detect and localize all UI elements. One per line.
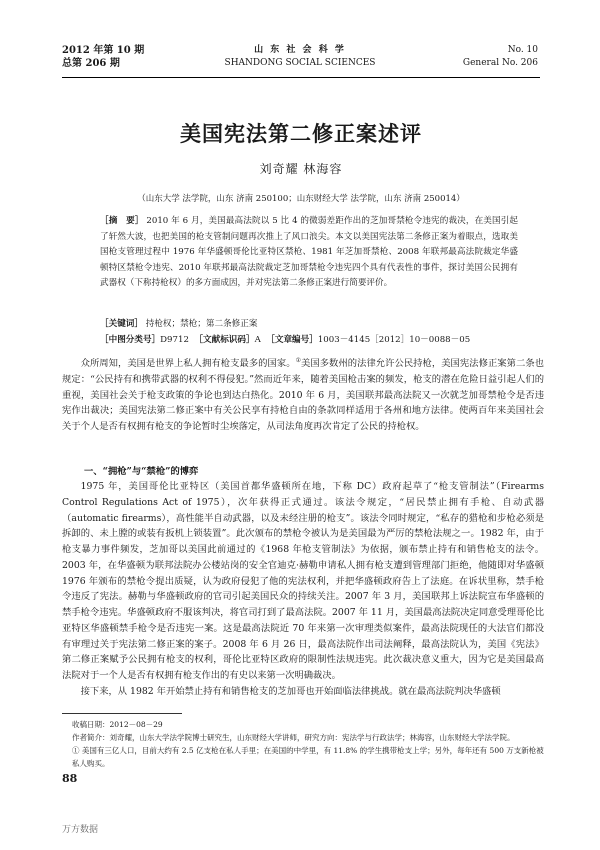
footnote-ref-1: ①	[295, 357, 302, 364]
footnote-received: 收稿日期：2012－08－29	[72, 720, 163, 729]
keywords: 持枪权；禁枪；第二条修正案	[145, 319, 258, 329]
section-body	[62, 479, 544, 700]
affiliation: （山东大学 法学院，山东 济南 250100；山东财经大学 法学院，山东 济南 250014）	[137, 194, 465, 204]
abstract	[100, 214, 518, 292]
footnote-rule	[62, 713, 182, 714]
journal-name-cn: 山 东 社 会 科 学	[254, 45, 346, 55]
doccode: A	[254, 335, 261, 345]
keywords-label: ［关键词］	[100, 319, 143, 329]
issue-en: No. 10	[507, 45, 538, 55]
journal-name-en: SHANDONG SOCIAL SCIENCES	[224, 58, 376, 68]
body-paragraph: 接下来，从 1982 年开始禁止持有和销售枪支的芝加哥也开始面临法律挑战。就在最高法院判决华盛顿	[80, 685, 501, 697]
header-center	[200, 44, 400, 70]
header-right	[463, 44, 538, 70]
articleno-label: ［文章编号］	[266, 335, 318, 345]
classification-code: D9712	[160, 335, 189, 345]
doccode-label: ［文献标识码］	[194, 335, 255, 345]
abstract-text: 2010 年 6 月，美国最高法院以 5 比 4 的微弱差距作出的芝加哥禁枪令违宪的裁决，在美国引起了轩然大波，也把美国的枪支管制问题再次推上了风口浪尖。本文以美国宪法第二条修正案为着眼点，选取美国枪支管理过程中 1976 年华盛顿哥伦比亚特区禁枪、1981 年芝加哥禁枪、2008 年联邦最高法院裁定华盛顿特区禁枪令违宪、2010 年联邦最高法院裁定芝加哥禁枪令违宪四个具有代表性的事件，探讨美国公民拥有武器权（下称持枪权）的多方面成因，并对宪法第二条修正案进行简要评价。	[100, 216, 518, 289]
keywords-line	[100, 316, 518, 332]
intro-paragraph	[62, 353, 544, 435]
classification-label: ［中图分类号］	[100, 335, 161, 345]
intro-section	[62, 353, 544, 435]
article-number: 1003－4145［2012］10－0088－05	[317, 335, 471, 345]
total-issue-en: General No. 206	[462, 58, 538, 68]
footnote-1: ① 美国有三亿人口，目前大约有 2.5 亿支枪在私人手里；在美国的中学里，有 11.8% 的学生携带枪支上学；另外，每年还有 500 万支新枪被私人购买。	[72, 746, 544, 768]
header-left	[62, 44, 144, 70]
authors: 刘奇耀 林海容	[259, 162, 343, 176]
article-title: 美国宪法第二修正案述评	[180, 121, 422, 146]
header-rule	[62, 77, 540, 78]
footnote-author-info: 作者简介：刘奇耀，山东大学法学院博士研究生，山东财经大学讲师，研究方向：宪法学与行政法学；林海容，山东财经大学法学院。	[72, 733, 515, 742]
classification-line	[100, 332, 518, 348]
total-issue-cn: 总第 206 期	[62, 58, 120, 69]
page-number: 88	[62, 772, 78, 785]
body-paragraph: 1975 年，美国哥伦比亚特区（美国首都华盛顿所在地，下称 DC）政府起草了“枪支管制法”（Firearms Control Regulations Act of 1975），次年获得正式通过。该法令规定，“居民禁止拥有手枪、自动武器（automatic firearms），高性能半自动武器，以及未经注册的枪支”。该法令同时规定，“私存的猎枪和步枪必须是拆卸的、未上膛的或装有扳机上锁装置”。此次颁布的禁枪令被认为是美国最为严厉的禁枪法规之一。1982 年，由于枪支暴力事件频发，芝加哥以美国此前通过的《1968 年枪支管制法》为依据，颁布禁止持有和销售枪支的法令。2003 年，在华盛顿为联邦法院办公楼站岗的安全官迪克·赫勒申请私人拥有枪支遭到管理部门拒绝，他随即对华盛顿 1976 年颁布的禁枪令提出质疑，认为政府侵犯了他的宪法权利，并把华盛顿政府告上了法庭。在诉状里称，禁手枪令违反了宪法。赫勒与华盛顿政府的官司引起美国民众的持续关注。2007 年 3 月，美国联邦上诉法院宣布华盛顿的禁手枪令违宪。华盛顿政府不服该判决，将官司打到了最高法院。2007 年 11 月，美国最高法院决定同意受理哥伦比亚特区华盛顿禁手枪令是否违宪一案。这是最高法院近 70 年来第一次审理类似案件，最高法院现任的大法官们都没有审理过关于宪法第二修正案的案子。2008 年 6 月 26 日，最高法院作出司法阐释，最高法院认为，美国《宪法》第二修正案赋予公民拥有枪支的权利，哥伦比亚特区政府的限制性法规违宪。此次裁决意义重大，因为它是美国最高法院对于一个人是否有权拥有枪支作出的有史以来第一次明确裁决。	[62, 481, 544, 681]
abstract-label: ［摘 要］	[100, 216, 144, 226]
intro-text-b: 美国多数州的法律允许公民持枪，美国宪法修正案第二条也规定：“公民持有和携带武器的权利不得侵犯。”然而近年来，随着美国枪击案的频发，枪支的潜在危险日益引起人们的重视，美国社会关于枪支政策的争论也到达白热化。2010 年 6 月，美国联邦最高法院又一次就芝加哥禁枪令是否违宪作出裁决；美国宪法第二修正案中有关公民享有持枪自由的条款同样适用于各州和地方法律。使两百年来美国社会关于个人是否有权拥有枪支的争论暂时尘埃落定，从司法角度再次肯定了公民的持枪权。	[62, 358, 544, 433]
intro-text-a: 众所周知，美国是世界上私人拥有枪支最多的国家。	[80, 358, 296, 370]
issue-cn: 2012 年第 10 期	[62, 45, 145, 56]
watermark: 万方数据	[62, 825, 99, 835]
section-heading: 一、“拥枪”与“禁枪”的博弈	[84, 466, 199, 477]
